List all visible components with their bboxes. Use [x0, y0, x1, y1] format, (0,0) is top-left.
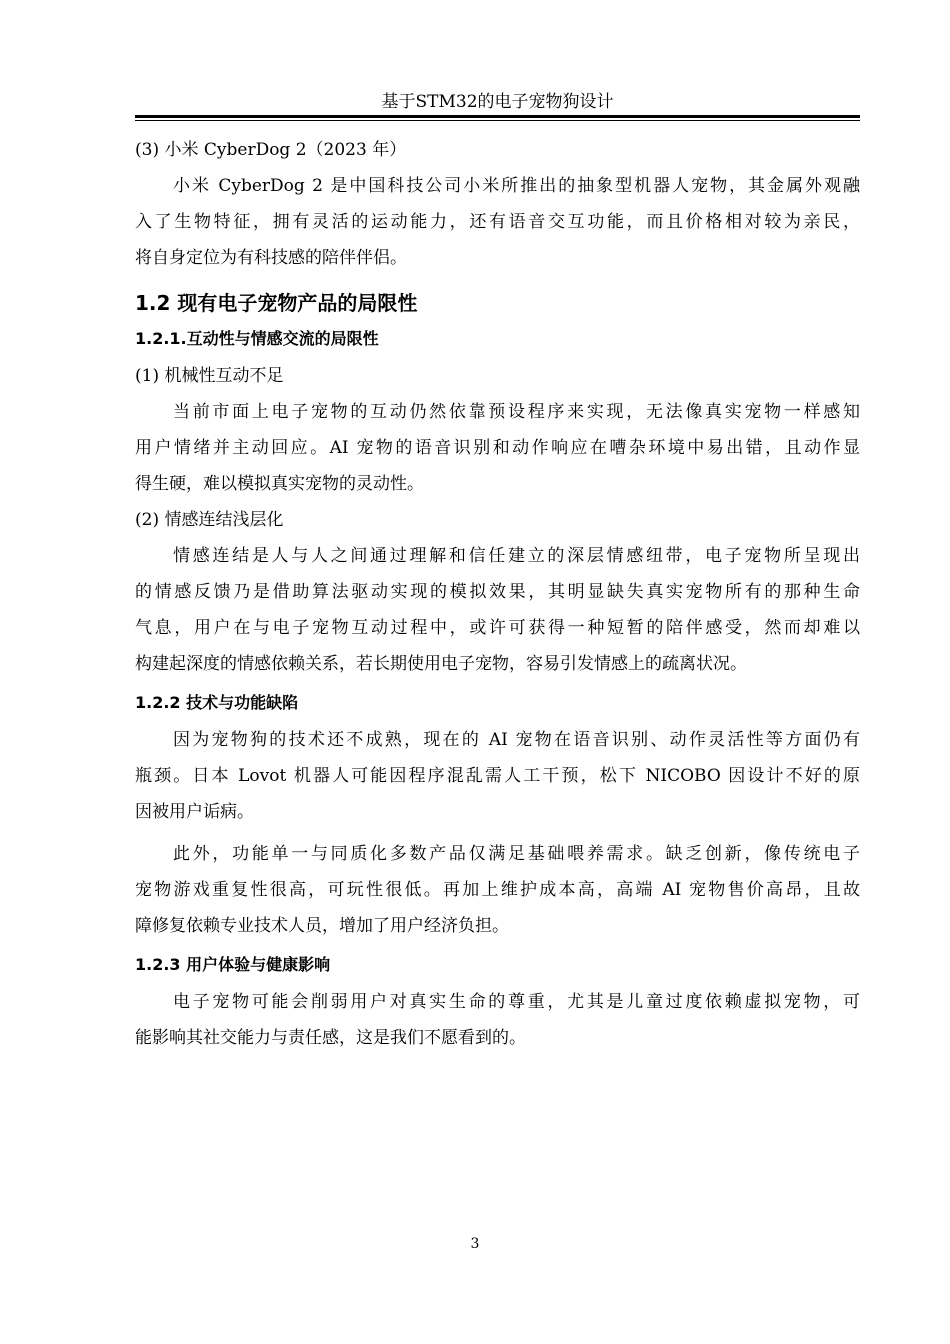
list-item-label: (3) 小米 CyberDog 2（2023 年） [135, 140, 407, 160]
paragraph-line: 因被用户诟病。 [135, 802, 254, 822]
paragraph-line: 此外，功能单一与同质化多数产品仅满足基础喂养需求。缺乏创新，像传统电子 [173, 844, 860, 864]
paragraph [135, 984, 860, 1056]
paragraph [135, 836, 860, 944]
paragraph [135, 394, 860, 502]
paragraph-line: 气息，用户在与电子宠物互动过程中，或许可获得一种短暂的陪伴感受，然而却难以 [135, 618, 860, 638]
list-item-label: (2) 情感连结浅层化 [135, 510, 284, 530]
paragraph-line: 能影响其社交能力与责任感，这是我们不愿看到的。 [135, 1028, 526, 1048]
subsection-heading: 1.2.1.互动性与情感交流的局限性 [135, 329, 379, 348]
subsection-heading: 1.2.3 用户体验与健康影响 [135, 955, 331, 974]
paragraph [135, 538, 860, 682]
paragraph-line: 瓶颈。日本 Lovot 机器人可能因程序混乱需人工干预，松下 NICOBO 因设计不好的原 [135, 766, 860, 786]
paragraph-line: 用户情绪并主动回应。AI 宠物的语音识别和动作响应在嘈杂环境中易出错，且动作显 [135, 438, 860, 458]
paragraph-line: 障修复依赖专业技术人员，增加了用户经济负担。 [135, 916, 509, 936]
paragraph-line: 电子宠物可能会削弱用户对真实生命的尊重，尤其是儿童过度依赖虚拟宠物，可 [173, 992, 860, 1012]
section-heading: 1.2 现有电子宠物产品的局限性 [135, 291, 418, 315]
page-number: 3 [470, 1236, 480, 1252]
paragraph [135, 168, 860, 276]
paragraph-line: 小米 CyberDog 2 是中国科技公司小米所推出的抽象型机器人宠物，其金属外观融 [173, 176, 860, 196]
paragraph-line: 情感连结是人与人之间通过理解和信任建立的深层情感纽带，电子宠物所呈现出 [173, 546, 860, 566]
paragraph-line: 的情感反馈乃是借助算法驱动实现的模拟效果，其明显缺失真实宠物所有的那种生命 [135, 582, 860, 602]
paragraph-line: 因为宠物狗的技术还不成熟，现在的 AI 宠物在语音识别、动作灵活性等方面仍有 [173, 730, 860, 750]
header-rule-thin [135, 120, 860, 121]
header-rule-thick [135, 115, 860, 118]
paragraph-line: 宠物游戏重复性很高，可玩性很低。再加上维护成本高，高端 AI 宠物售价高昂，且故 [135, 880, 860, 900]
paragraph-line: 将自身定位为有科技感的陪伴伴侣。 [135, 248, 407, 268]
paragraph-line: 得生硬，难以模拟真实宠物的灵动性。 [135, 474, 424, 494]
paragraph-line: 入了生物特征，拥有灵活的运动能力，还有语音交互功能，而且价格相对较为亲民， [135, 212, 860, 232]
page-header-title: 基于STM32的电子宠物狗设计 [381, 92, 614, 112]
subsection-heading: 1.2.2 技术与功能缺陷 [135, 693, 299, 712]
list-item-label: (1) 机械性互动不足 [135, 366, 284, 386]
paragraph-line: 构建起深度的情感依赖关系，若长期使用电子宠物，容易引发情感上的疏离状况。 [135, 654, 747, 674]
paragraph-line: 当前市面上电子宠物的互动仍然依靠预设程序来实现，无法像真实宠物一样感知 [173, 402, 860, 422]
document-body [135, 132, 860, 1056]
paragraph [135, 722, 860, 830]
